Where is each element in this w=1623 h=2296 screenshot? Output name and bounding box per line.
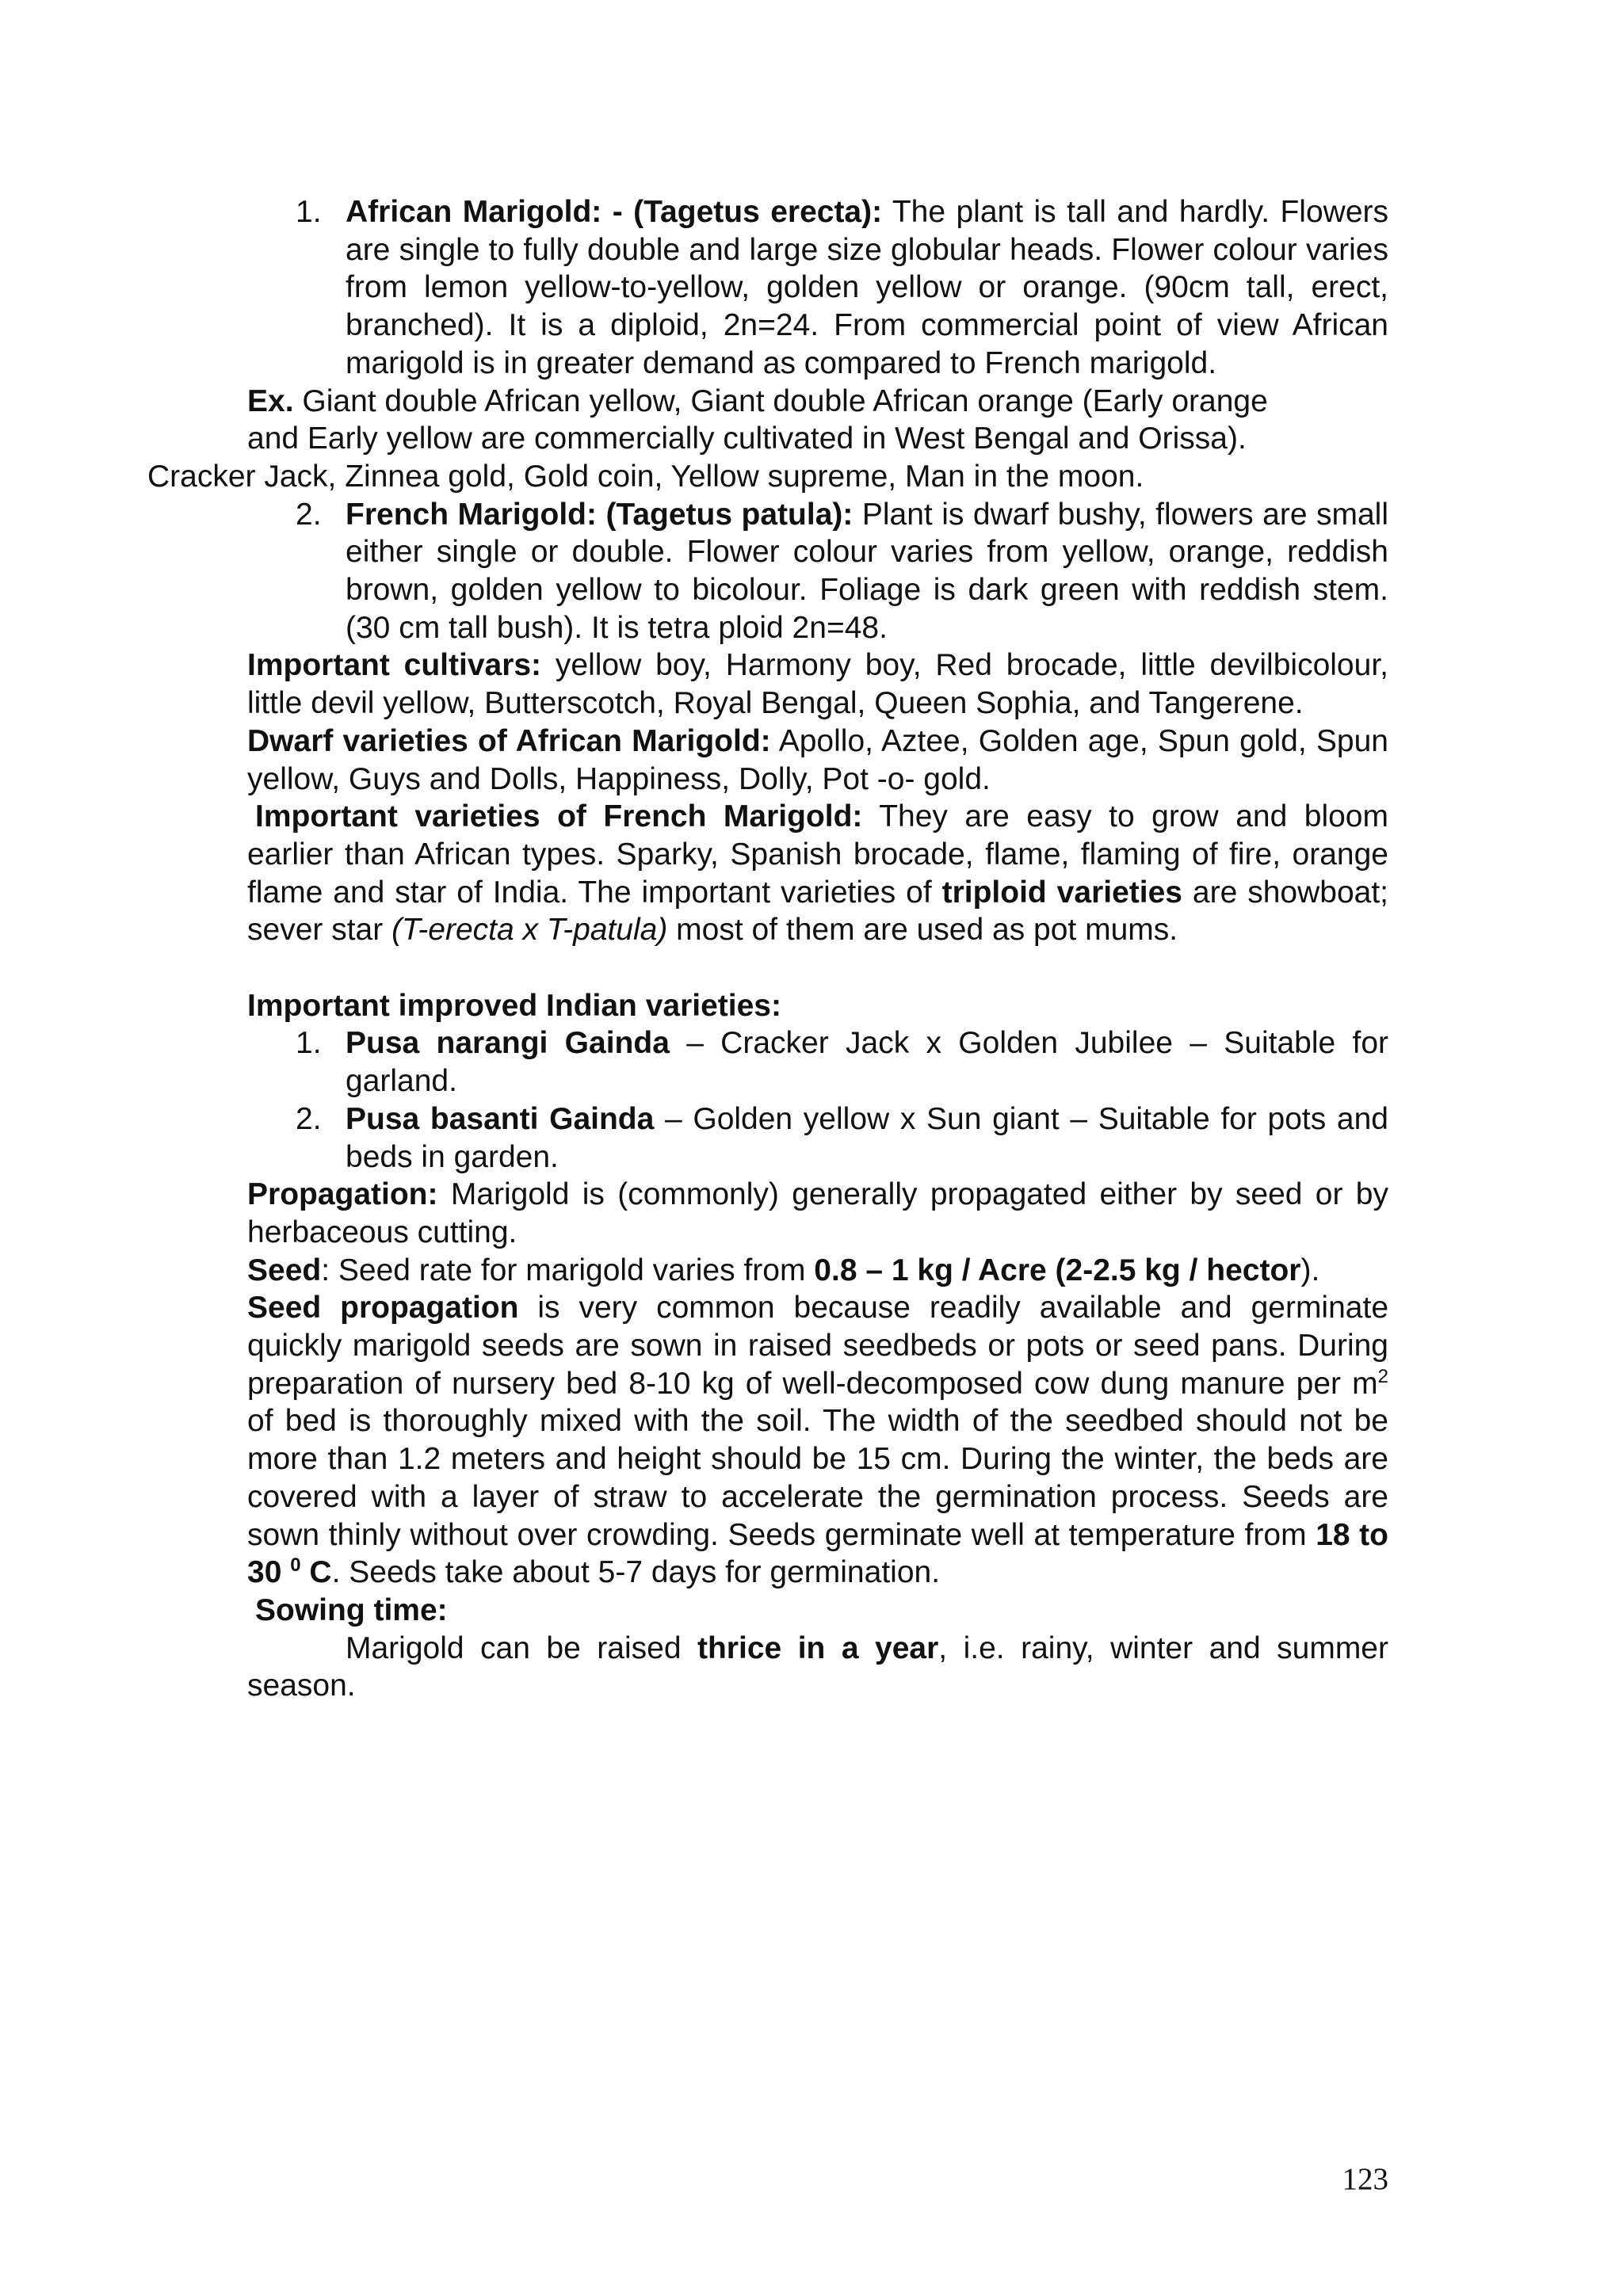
paragraph-seed-propagation — [247, 1289, 1388, 1592]
list-number: 2. — [296, 497, 322, 532]
paragraph-text: of bed is thoroughly mixed with the soil. The width of the seedbed should not be more than 1.2 meters and height should be 15 cm. During the winter, the beds are covered with a layer of straw to accelerate the germination process. Seeds are sown thinly without over crowding. Seeds germinate well at temperature from — [247, 1404, 1388, 1552]
bold-triploid-varieties: triploid varieties — [941, 875, 1182, 910]
paragraph-text: is very common because readily available and germinate quickly marigold seeds are sown in raised seedbeds or pots or seed pans. During preparation of nursery bed 8-10 kg of well-decomposed cow dung manure per m — [247, 1291, 1389, 1401]
paragraph-text: – Golden yellow x Sun giant – Suitable for pots and beds in garden. — [346, 1101, 1388, 1174]
italic-cross: (T-erecta x T-patula) — [391, 913, 668, 948]
bold-thrice: thrice in a year — [697, 1630, 939, 1665]
heading-propagation: Propagation: — [247, 1177, 438, 1212]
heading-text: Important improved Indian varieties: — [247, 988, 781, 1023]
list-item-african-marigold — [247, 193, 1388, 383]
variety-name: Pusa narangi Gainda — [346, 1026, 670, 1061]
paragraph-sowing-time — [247, 1630, 1388, 1705]
list-item-pusa-narangi — [247, 1024, 1388, 1100]
page-number: 123 — [1342, 2162, 1388, 2196]
heading-important-cultivars: Important cultivars: — [247, 648, 542, 683]
heading-seed-propagation: Seed propagation — [247, 1291, 519, 1325]
temperature-range: 18 to 30 — [247, 1517, 1388, 1590]
blank-line — [247, 949, 1388, 987]
list-number: 1. — [296, 195, 322, 229]
superscript: 0 — [290, 1554, 301, 1577]
heading-sowing-time — [247, 1592, 1388, 1630]
paragraph-propagation — [247, 1176, 1388, 1251]
heading-african-marigold: African Marigold: - (Tagetus erecta): — [346, 195, 883, 229]
paragraph-text: : Seed rate for marigold varies from — [321, 1253, 815, 1287]
paragraph-text: most of them are used as pot mums. — [667, 913, 1178, 948]
paragraph-text: Plant is dwarf bushy, flowers are small either single or double. Flower colour varies from yellow, orange, reddish brown, golden yellow to bicolour. Foliage is dark green with reddish stem. (30 cm tall bush). It is tetra ploid 2n=48. — [346, 497, 1388, 645]
list-item-pusa-basanti — [247, 1100, 1388, 1176]
heading-seed: Seed — [247, 1253, 322, 1287]
temperature-unit: C — [300, 1555, 332, 1590]
heading-french-marigold: French Marigold: (Tagetus patula): — [346, 497, 854, 532]
paragraph-text: – Cracker Jack x Golden Jubilee – Suitable for garland. — [346, 1026, 1389, 1099]
paragraph-text: The plant is tall and hardly. Flowers are single to fully double and large size globular heads. Flower colour varies from lemon yellow-to-yellow, golden yellow or orange. (90cm tall, erect, branched). It is a diploid, 2n=24. From commercial point of view African marigold is in greater demand as compared to French marigold. — [346, 195, 1389, 380]
example-label: Ex. — [247, 383, 294, 418]
example-more-varieties: Cracker Jack, Zinnea gold, Gold coin, Yellow supreme, Man in the moon. — [147, 459, 1144, 494]
paragraph-text: yellow boy, Harmony boy, Red brocade, little devilbicolour, little devil yellow, Butterscotch, Royal Bengal, Queen Sophia, and Tangerene. — [247, 648, 1388, 721]
superscript: 2 — [1377, 1365, 1388, 1387]
heading-indian-varieties — [247, 987, 1388, 1025]
list-number: 1. — [296, 1026, 322, 1061]
paragraph-text: They are easy to grow and bloom earlier than African types. Sparky, Spanish brocade, flame, flaming of fire, orange flame and star of India. The important varieties of — [247, 799, 1388, 910]
bold-seed-rate: 0.8 – 1 kg / Acre (2-2.5 kg / hector — [814, 1253, 1301, 1287]
example-paragraph — [247, 383, 1388, 421]
list-item-french-marigold — [247, 496, 1388, 647]
heading-french-varieties: Important varieties of French Marigold: — [255, 799, 863, 834]
paragraph-text: . Seeds take about 5-7 days for germination. — [331, 1555, 941, 1590]
paragraph-seed — [247, 1252, 1388, 1290]
paragraph-french-varieties — [247, 798, 1388, 949]
heading-dwarf-varieties: Dwarf varieties of African Marigold: — [247, 723, 771, 758]
paragraph-text: ). — [1300, 1253, 1320, 1287]
paragraph-text: Apollo, Aztee, Golden age, Spun gold, Spun yellow, Guys and Dolls, Happiness, Dolly, Pot -o- gold. — [247, 723, 1388, 796]
paragraph-text: are showboat; sever star — [247, 875, 1388, 948]
paragraph-important-cultivars — [247, 646, 1388, 722]
document-body — [147, 193, 1389, 1705]
paragraph-dwarf-varieties — [247, 723, 1388, 798]
paragraph-text: , i.e. rainy, winter and summer season. — [247, 1630, 1388, 1703]
paragraph-text: Marigold is (commonly) generally propagated either by seed or by herbaceous cutting. — [247, 1177, 1388, 1249]
heading-text: Sowing time: — [255, 1593, 448, 1627]
paragraph-text: Marigold can be raised — [346, 1630, 697, 1665]
paragraph-text: Giant double African yellow, Giant double African orange (Early orange — [293, 383, 1268, 418]
list-number: 2. — [296, 1101, 322, 1136]
variety-name: Pusa basanti Gainda — [346, 1101, 655, 1136]
example-continuation: and Early yellow are commercially cultivated in West Bengal and Orissa). — [247, 421, 1247, 456]
